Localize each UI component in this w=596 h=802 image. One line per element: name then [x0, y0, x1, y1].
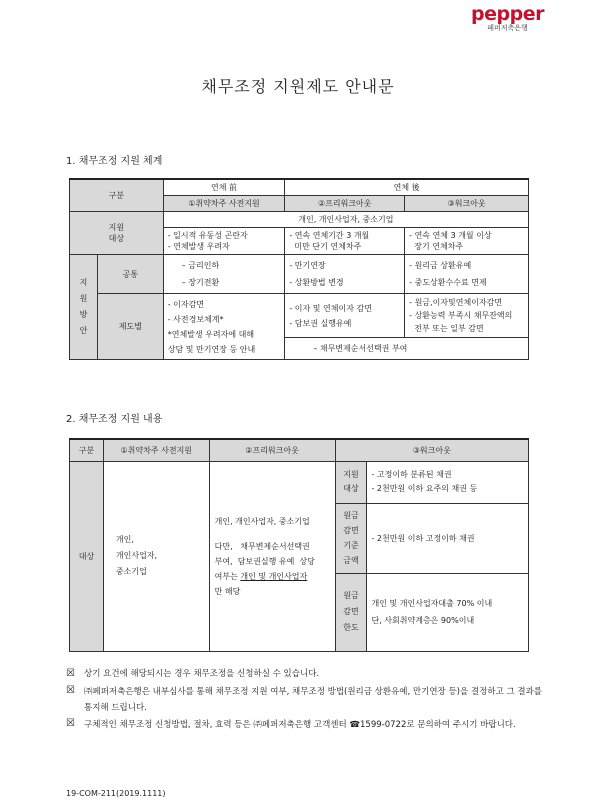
sep3-line1: - 원금,이자및연체이자감면: [409, 298, 503, 307]
w2-label-3: 기준: [343, 541, 359, 550]
separate-pre-support: [163, 294, 285, 360]
col-pre-workout: ②프리워크아웃: [285, 196, 405, 212]
checkbox-icon: ☒: [66, 718, 75, 729]
w3-label-1: 원금: [343, 591, 359, 600]
separate-label: 제도별: [97, 294, 163, 360]
c1-line1: 개인,: [115, 535, 134, 544]
w2-label: [335, 503, 367, 573]
w1-line2: - 2천만원 이하 요주의 채권 등: [371, 484, 478, 493]
note-3-text: 구체적인 채무조정 신청방법, 절차, 효력 등은 ㈜페퍼저축은행 고객센터 ☎1599-0722로 문의하여 주시기 바랍니다.: [84, 720, 516, 730]
w1-label-2: 대상: [343, 484, 359, 493]
common2-line2: - 상환방법 변경: [289, 278, 344, 287]
w2-label-1: 원금: [343, 511, 359, 520]
h-gubun: 구분: [70, 439, 104, 461]
w2-content: - 2천만원 이하 고정이하 채권: [367, 503, 529, 573]
w3-content: [367, 573, 529, 651]
sep2-line1: - 이자 및 연체이자 감면: [289, 303, 372, 313]
target3-line2: 장기 연체차주: [409, 242, 464, 251]
logo-brand: pepper: [471, 3, 544, 25]
common1-line2: – 장기전환: [181, 278, 220, 287]
checkbox-icon: ☒: [66, 685, 75, 696]
sep1-line2: - 사전경보체계*: [167, 314, 224, 324]
w3-label-2: 감면: [343, 607, 359, 616]
h-workout: ③워크아웃: [335, 439, 528, 461]
c1-line3: 중소기업: [115, 567, 147, 576]
c2-line2: 다만, 채무변제순서선택권: [214, 541, 310, 551]
target2-line2: 미만 단기 연체차주: [289, 242, 362, 251]
note-2-text: ㈜페퍼저축은행은 내부심사를 통해 채무조정 지원 여부, 채무조정 방법(원리금 상환유예, 만기연장 등)을 결정하고 그 결과를 통지해 드립니다.: [84, 687, 543, 713]
common3-line1: - 원리금 상환유예: [409, 261, 472, 270]
target-pre-workout: [285, 228, 405, 255]
note-1-text: 상기 요건에 해당되시는 경우 채무조정을 신청하실 수 있습니다.: [84, 669, 320, 679]
target1-line2: - 연체발생 우려자: [167, 242, 230, 251]
w1-content: [367, 461, 529, 503]
target-common: 개인, 개인사업자, 중소기업: [163, 212, 528, 228]
c2-line4-prefix: 여부는: [214, 571, 241, 581]
section1-heading: 1. 채무조정 지원 체계: [66, 156, 163, 167]
sep1-line4: 상담 및 만기연장 등 안내: [167, 344, 256, 354]
h-pre-workout: ②프리워크아웃: [209, 439, 335, 461]
common2-line1: - 만기연장: [289, 261, 326, 270]
pre-support-target: [103, 461, 209, 651]
logo-subtitle: 페퍼저축은행: [487, 24, 528, 32]
after-header: 연체 後: [285, 179, 529, 196]
sep2-line2: - 담보권 실행유예: [289, 318, 352, 328]
sep1-line1: - 이자감면: [167, 299, 205, 309]
common-pre-support: [163, 255, 285, 294]
common-pre-workout: [285, 255, 405, 294]
pre-workout-target: [209, 461, 335, 651]
support-content-table: [69, 438, 529, 652]
col-workout: ③워크아웃: [405, 196, 529, 212]
method-label: 지 원 방 안: [70, 255, 98, 360]
target-pre-support: [163, 228, 285, 255]
w1-label: [335, 461, 367, 503]
sep3-line2: - 상환능력 부족시 채무잔액의: [409, 311, 513, 320]
w3-line2: 단, 사회취약계층은 90%이내: [371, 616, 475, 625]
common1-line1: – 금리인하: [181, 261, 220, 270]
target1-line1: - 일시적 유동성 곤란자: [167, 231, 248, 240]
before-header: 연체 前: [163, 179, 285, 196]
sep3-line3: 전부 또는 일부 감면: [409, 324, 484, 333]
sep1-line3: *연체발생 우려자에 대해: [167, 329, 255, 339]
w1-label-1: 지원: [343, 470, 359, 479]
w2-label-4: 금액: [343, 556, 359, 565]
w3-line1: 개인 및 개인사업자대출 70% 이내: [371, 599, 493, 608]
common-label: 공통: [97, 255, 163, 294]
separate-common-after: – 채무변제순서선택권 부여: [285, 338, 529, 360]
checkbox-icon: ☒: [66, 668, 75, 679]
separate-workout: [405, 294, 529, 338]
target-label: 지원 대상: [70, 212, 164, 255]
target2-line1: - 연속 연체기간 3 개월: [289, 231, 370, 240]
support-system-table: [69, 178, 529, 360]
common3-line2: - 중도상환수수료 면제: [409, 278, 487, 287]
gubun-header: 구분: [70, 179, 164, 212]
w3-label: [335, 573, 367, 651]
w3-label-3: 한도: [343, 623, 359, 632]
target-row-label: 대상: [70, 461, 104, 651]
target3-line1: - 연속 연체 3 개월 이상: [409, 231, 492, 240]
document-code: 19-COM-211(2019.1111): [66, 789, 166, 798]
c2-line1: 개인, 개인사업자, 중소기업: [214, 516, 310, 526]
note-3: [66, 717, 560, 733]
target-workout: [405, 228, 529, 255]
c2-line5: 만 해당: [214, 586, 241, 596]
company-logo: [471, 4, 544, 33]
w1-line1: - 고정이하 분류된 채권: [371, 470, 452, 479]
c2-line3: 부여, 담보권실행 유예 상당: [214, 556, 315, 566]
note-2: [66, 684, 560, 716]
c2-underlined: 개인 및 개인사업자: [240, 571, 308, 581]
common-workout: [405, 255, 529, 294]
w2-label-2: 감면: [343, 526, 359, 535]
h-pre-support: ①취약차주 사전지원: [103, 439, 209, 461]
page-title: 채무조정 지원제도 안내문: [201, 77, 395, 96]
note-1: [66, 667, 560, 681]
col-pre-support: ①취약차주 사전지원: [163, 196, 285, 212]
c1-line2: 개인사업자,: [115, 551, 158, 560]
section2-heading: 2. 채무조정 지원 내용: [66, 414, 163, 425]
separate-pre-workout: [285, 294, 405, 338]
